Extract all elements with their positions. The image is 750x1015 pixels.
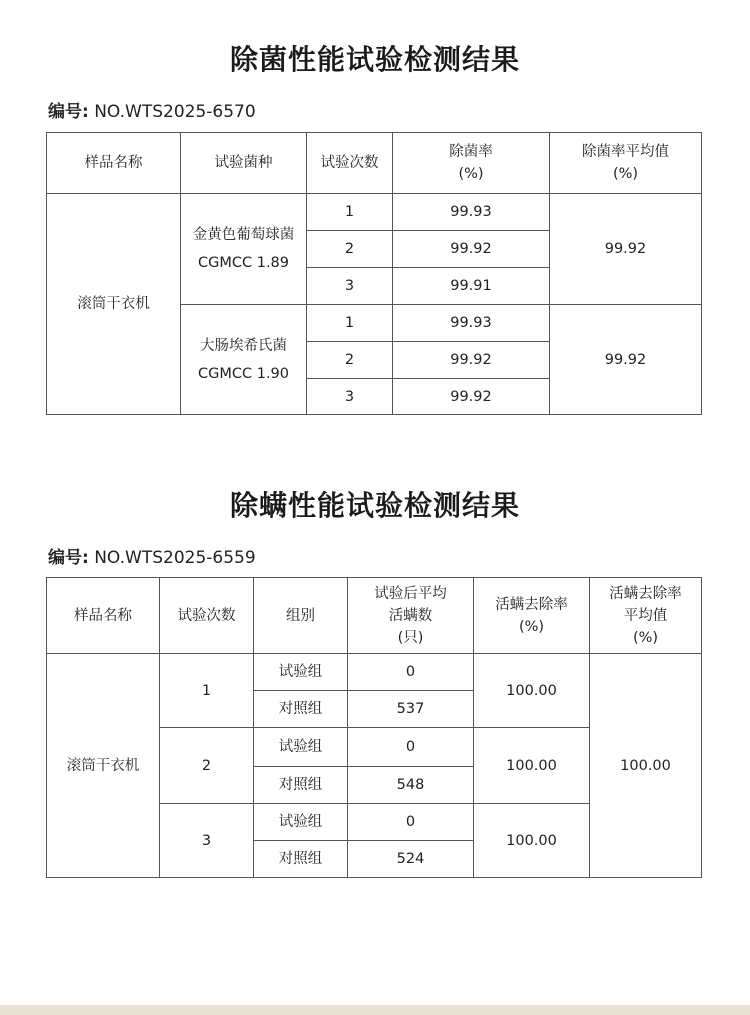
strain-name: 大肠埃希氏菌 [200, 337, 287, 354]
rate-value: 99.92 [393, 342, 550, 379]
header-mite-count [348, 578, 474, 654]
rate-value: 99.93 [393, 305, 550, 342]
antibacterial-table [46, 132, 702, 415]
header-average [550, 133, 702, 194]
serial-label: 编号: [48, 102, 89, 122]
group-label: 对照组 [254, 691, 348, 728]
header-rate-line2: (%) [458, 166, 484, 182]
group-label: 对照组 [254, 841, 348, 878]
header-removal-rate [474, 578, 590, 654]
strain-cell [181, 305, 307, 415]
header-removal-average-line1: 活螨去除率 [609, 585, 682, 602]
strain-code: CGMCC 1.89 [197, 255, 289, 271]
average-value: 99.92 [550, 305, 702, 415]
sample-name-cell: 滚筒干衣机 [47, 194, 181, 415]
header-rate-line1: 除菌率 [449, 144, 493, 160]
serial-value: NO.WTS2025-6559 [94, 548, 256, 568]
table-row [47, 194, 702, 231]
header-times: 试验次数 [307, 133, 393, 194]
run-number: 1 [160, 654, 254, 728]
run-number: 2 [307, 231, 393, 268]
header-average-line2: (%) [612, 166, 639, 182]
anti-mite-title: 除螨性能试验检测结果 [229, 489, 520, 522]
mite-count: 0 [348, 804, 474, 841]
mite-count: 537 [348, 691, 474, 728]
antibacterial-serial [48, 97, 256, 122]
header-rate [393, 133, 550, 194]
mite-count: 0 [348, 654, 474, 691]
bottom-strip [0, 1005, 750, 1015]
rate-value: 99.92 [393, 231, 550, 268]
header-average-line1: 除菌率平均值 [582, 144, 669, 160]
table-header-row [47, 578, 702, 654]
group-label: 对照组 [254, 767, 348, 804]
header-removal-average [590, 578, 702, 654]
run-number: 2 [307, 342, 393, 379]
run-number: 3 [160, 804, 254, 878]
removal-average: 100.00 [590, 654, 702, 878]
serial-label: 编号: [48, 548, 89, 568]
rate-value: 99.92 [393, 379, 550, 415]
group-label: 试验组 [254, 654, 348, 691]
table-header-row [47, 133, 702, 194]
removal-rate: 100.00 [474, 804, 590, 878]
header-mite-count-line3: (只) [397, 629, 424, 646]
header-removal-average-line3: (%) [632, 629, 659, 646]
header-sample: 样品名称 [47, 133, 181, 194]
group-label: 试验组 [254, 804, 348, 841]
mite-count: 0 [348, 728, 474, 767]
run-number: 2 [160, 728, 254, 804]
removal-rate: 100.00 [474, 728, 590, 804]
sample-name-cell: 滚筒干衣机 [47, 654, 160, 878]
serial-value: NO.WTS2025-6570 [94, 102, 256, 122]
header-mite-count-line2: 活螨数 [388, 607, 433, 624]
header-mite-count-line1: 试验后平均 [374, 585, 447, 602]
table-row [47, 654, 702, 691]
header-removal-rate-line1: 活螨去除率 [495, 596, 568, 613]
header-removal-average-line2: 平均值 [623, 607, 668, 624]
strain-code: CGMCC 1.90 [197, 365, 289, 382]
anti-mite-table [46, 577, 702, 878]
anti-mite-serial [48, 543, 256, 568]
run-number: 3 [307, 268, 393, 305]
header-group: 组别 [254, 578, 348, 654]
rate-value: 99.91 [393, 268, 550, 305]
header-removal-rate-line2: (%) [518, 618, 545, 635]
group-label: 试验组 [254, 728, 348, 767]
strain-cell [181, 194, 307, 305]
mite-count: 524 [348, 841, 474, 878]
header-sample: 样品名称 [47, 578, 160, 654]
mite-count: 548 [348, 767, 474, 804]
header-strain: 试验菌种 [181, 133, 307, 194]
header-times: 试验次数 [160, 578, 254, 654]
antibacterial-title: 除菌性能试验检测结果 [229, 43, 520, 76]
removal-rate: 100.00 [474, 654, 590, 728]
run-number: 3 [307, 379, 393, 415]
run-number: 1 [307, 305, 393, 342]
run-number: 1 [307, 194, 393, 231]
average-value: 99.92 [550, 194, 702, 305]
rate-value: 99.93 [393, 194, 550, 231]
strain-name: 金黄色葡萄球菌 [192, 227, 295, 243]
